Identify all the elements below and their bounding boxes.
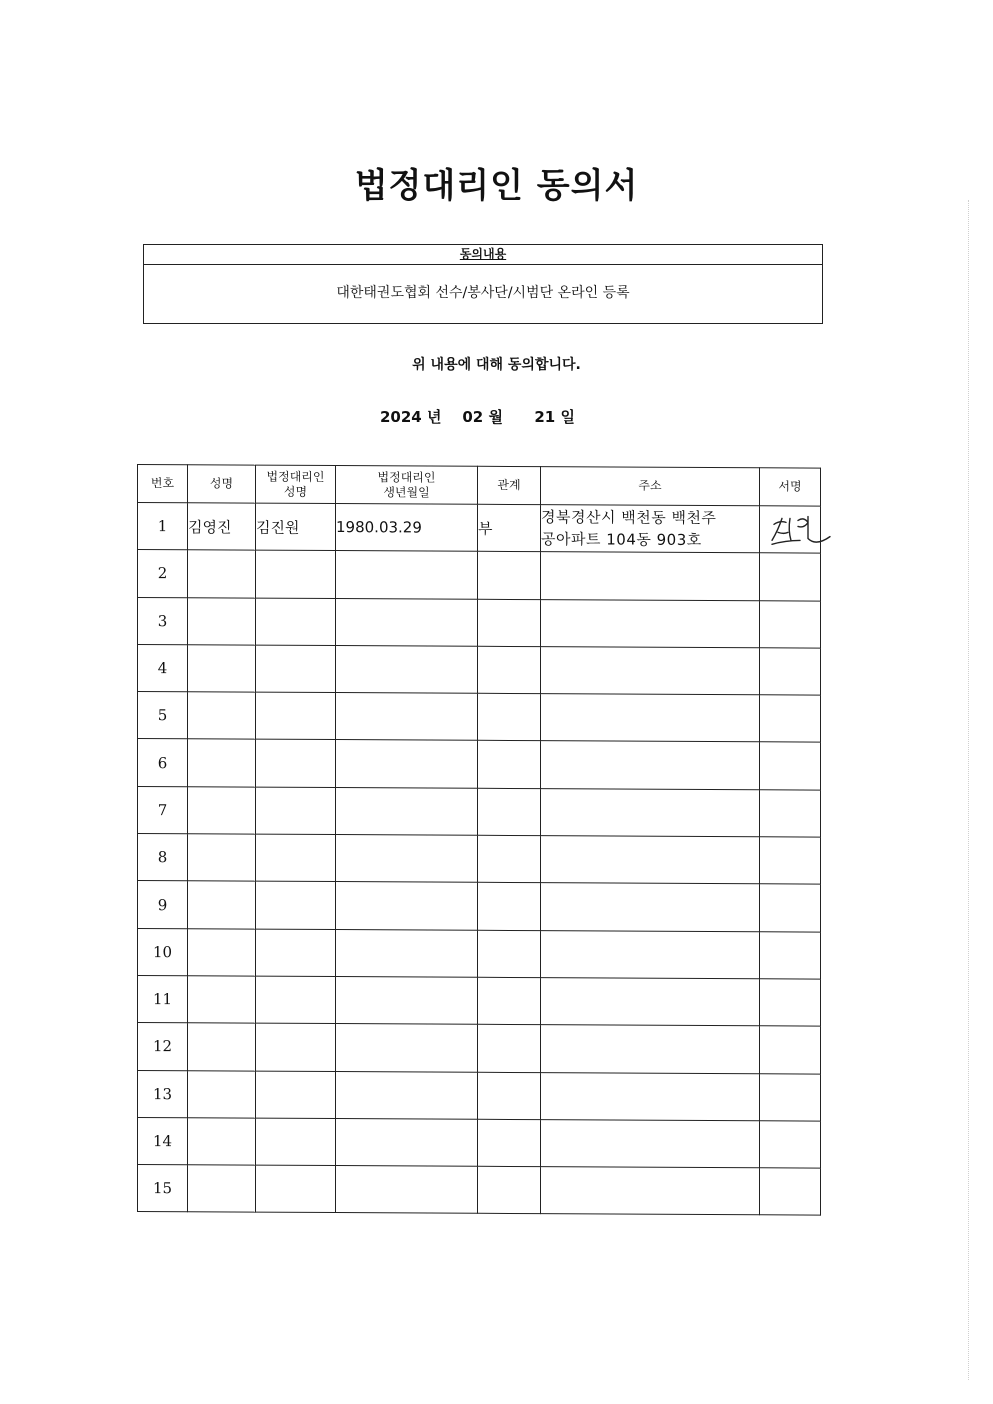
row-guardian-dob (336, 835, 478, 883)
row-name (188, 597, 256, 645)
row-guardian-name (256, 645, 336, 693)
row-guardian-dob (336, 882, 478, 930)
row-name (188, 550, 256, 598)
table-row (138, 1023, 821, 1074)
date-day-unit: 일 (560, 408, 575, 426)
row-name (188, 1070, 256, 1118)
row-signature (760, 1026, 821, 1074)
row-relation (478, 977, 541, 1025)
row-no: 4 (138, 644, 188, 692)
row-no: 1 (138, 503, 188, 551)
row-guardian-dob (336, 787, 478, 835)
row-address (541, 1167, 760, 1215)
row-relation (478, 788, 541, 836)
row-address (541, 552, 760, 600)
table-row (138, 1165, 821, 1216)
row-relation (478, 883, 541, 931)
row-guardian-name (256, 598, 336, 646)
row-guardian-dob (336, 551, 478, 599)
row-guardian-dob (336, 740, 478, 788)
row-name (188, 881, 256, 929)
row-guardian-dob (336, 1166, 478, 1214)
row-name (188, 834, 256, 882)
row-signature (760, 648, 821, 696)
row-relation (478, 1072, 541, 1120)
header-guardian-dob-line2: 생년월일 (383, 484, 430, 500)
row-no: 5 (138, 692, 188, 740)
row-guardian-name (256, 787, 336, 835)
row-guardian-name (256, 834, 336, 882)
row-name (188, 645, 256, 693)
consent-content-body: 대한태권도협회 선수/봉사단/시범단 온라인 등록 (336, 285, 630, 301)
row-no: 9 (138, 881, 188, 929)
row-signature (760, 790, 821, 838)
table-row (138, 644, 821, 695)
row-no: 7 (138, 786, 188, 834)
row-guardian-dob (336, 977, 478, 1025)
date-line (380, 406, 575, 427)
row-no: 14 (138, 1117, 188, 1165)
row-signature (760, 884, 821, 932)
row-address (541, 836, 760, 884)
date-year: 2024 (380, 408, 422, 426)
row-guardian-dob (336, 645, 478, 693)
row-guardian-name (256, 1023, 336, 1071)
row-guardian-name (256, 881, 336, 929)
row-address (541, 1072, 760, 1120)
row-no: 10 (138, 928, 188, 976)
row-no: 13 (138, 1070, 188, 1118)
table-row (138, 928, 821, 979)
row-guardian-dob: 1980.03.29 (336, 504, 478, 552)
header-name: 성명 (188, 465, 256, 503)
row-no: 3 (138, 597, 188, 645)
row-address (541, 741, 760, 789)
row-address (541, 1025, 760, 1073)
table-row (138, 881, 821, 932)
row-relation (478, 646, 541, 694)
date-day: 21 (534, 408, 556, 426)
row-address-line1: 경북경산시 백천동 백천주 (541, 508, 717, 528)
row-signature (760, 931, 821, 979)
table-row (138, 975, 821, 1026)
row-guardian-name (256, 1118, 336, 1166)
row-guardian-name (256, 976, 336, 1024)
table-row (138, 786, 821, 837)
row-guardian-name (256, 1071, 336, 1119)
row-relation (478, 1166, 541, 1214)
row-relation (478, 693, 541, 741)
row-address (541, 1119, 760, 1167)
header-relation: 관계 (478, 466, 541, 504)
row-guardian-name (256, 692, 336, 740)
consent-content-box (143, 244, 823, 324)
row-guardian-name (256, 1165, 336, 1213)
row-guardian-dob (336, 1118, 478, 1166)
row-signature (760, 1168, 821, 1216)
table-row (138, 834, 821, 885)
header-guardian-dob-line1: 법정대리인 (377, 469, 436, 485)
table-row (138, 1117, 821, 1168)
header-guardian-dob (336, 466, 478, 505)
consent-content-header-label: 동의내용 (459, 247, 507, 261)
header-guardian-name-line1: 법정대리인 (266, 469, 325, 484)
row-guardian-dob (336, 1024, 478, 1072)
row-address-line2: 공아파트 104동 903호 (541, 530, 702, 550)
row-address (541, 883, 760, 931)
row-name (188, 928, 256, 976)
row-guardian-name (256, 929, 336, 977)
date-month: 02 (462, 408, 484, 426)
header-guardian-name (256, 465, 336, 503)
handwritten-signature (764, 510, 834, 554)
row-guardian-name: 김진원 (256, 503, 336, 551)
row-guardian-dob (336, 1071, 478, 1119)
row-relation (478, 930, 541, 978)
agreement-statement: 위 내용에 대해 동의합니다. (412, 357, 581, 373)
row-signature (760, 600, 821, 648)
row-guardian-dob (336, 929, 478, 977)
table-row (138, 597, 821, 648)
row-signature (760, 1121, 821, 1169)
row-relation (478, 835, 541, 883)
row-name: 김영진 (188, 503, 256, 551)
row-signature (760, 506, 821, 554)
document-title: 법정대리인 동의서 (354, 166, 639, 206)
row-address (541, 599, 760, 647)
row-signature (760, 979, 821, 1027)
scan-edge-line (968, 200, 970, 1380)
guardian-consent-table (137, 464, 821, 1216)
header-signature: 서명 (760, 468, 821, 506)
row-address (541, 694, 760, 742)
row-relation: 부 (478, 504, 541, 552)
header-guardian-name-line2: 성명 (283, 484, 308, 499)
row-signature (760, 695, 821, 743)
row-name (188, 976, 256, 1024)
row-relation (478, 599, 541, 647)
row-guardian-dob (336, 693, 478, 741)
row-name (188, 787, 256, 835)
row-relation (478, 1025, 541, 1073)
row-no: 15 (138, 1165, 188, 1213)
row-no: 6 (138, 739, 188, 787)
row-signature (760, 553, 821, 601)
row-guardian-name (256, 740, 336, 788)
row-no: 12 (138, 1023, 188, 1071)
row-relation (478, 741, 541, 789)
row-guardian-dob (336, 598, 478, 646)
row-name (188, 1023, 256, 1071)
consent-content-header (144, 245, 822, 265)
row-no: 2 (138, 550, 188, 598)
table-row (138, 550, 821, 601)
date-year-unit: 년 (426, 408, 442, 426)
row-relation (478, 552, 541, 600)
row-address (541, 930, 760, 978)
table-row (138, 503, 821, 554)
table-row (138, 692, 821, 743)
row-no: 11 (138, 975, 188, 1023)
row-name (188, 739, 256, 787)
header-no: 번호 (138, 465, 188, 503)
row-address (541, 505, 760, 553)
table-row (138, 739, 821, 790)
date-month-unit: 월 (488, 408, 503, 426)
row-address (541, 978, 760, 1026)
row-signature (760, 837, 821, 885)
row-no: 8 (138, 834, 188, 882)
row-guardian-name (256, 550, 336, 598)
row-name (188, 1165, 256, 1213)
table-header-row (138, 465, 821, 507)
header-address: 주소 (541, 467, 760, 506)
row-address (541, 647, 760, 695)
row-signature (760, 742, 821, 790)
row-signature (760, 1073, 821, 1121)
table-row (138, 1070, 821, 1121)
row-relation (478, 1119, 541, 1167)
row-address (541, 788, 760, 836)
row-name (188, 692, 256, 740)
row-name (188, 1118, 256, 1166)
